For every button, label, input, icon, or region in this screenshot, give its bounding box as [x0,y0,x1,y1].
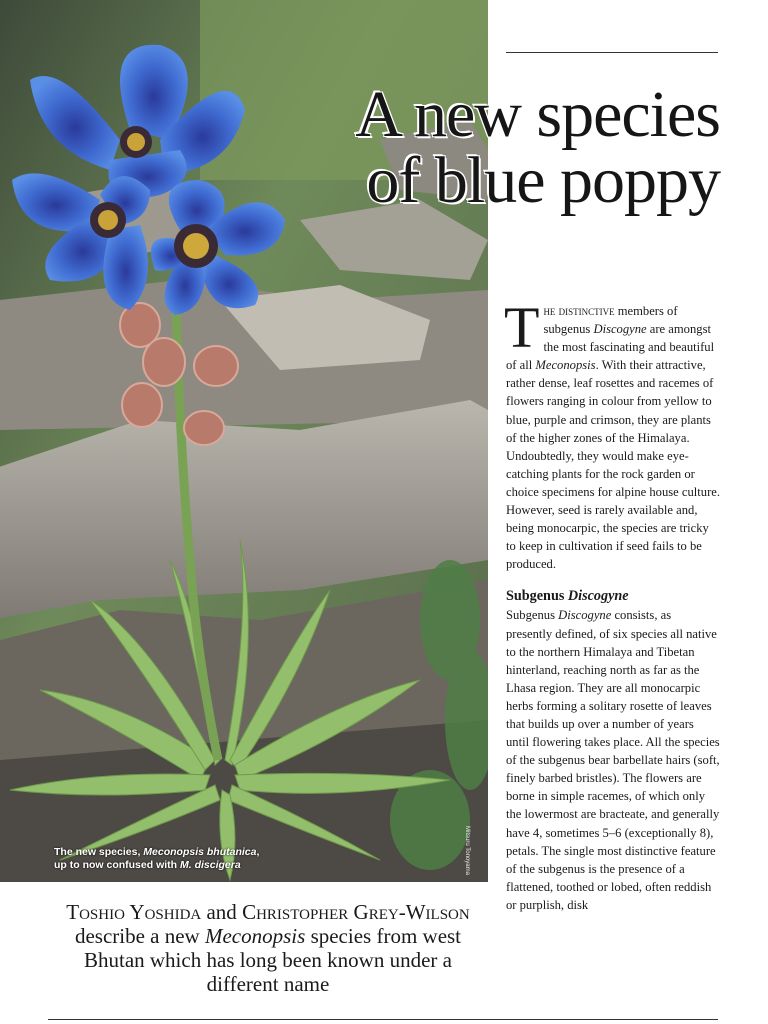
bottom-rule [48,1019,718,1020]
caption-species: Meconopsis bhutanica [143,846,257,858]
author-2: Christopher Grey-Wilson [242,900,470,924]
photo-credit: Mitsuru Tonoyama [464,826,470,875]
photo-caption: The new species, Meconopsis bhutanica, up to now confused with M. discigera [54,846,260,871]
caption-species2: M. discigera [180,859,241,871]
body-column [504,295,721,914]
section-paragraph: Subgenus Discogyne consists, as presently defined, of six species all native to the northern Himalaya and Tibetan hinterland, reaching north as far as the Lhasa region. They are all monocarpic herbs forming a solitary rosette of leaves that builds up over a number of years until flowering takes place. All the species of the subgenus bear barbellate hairs (soft, finely barbed bristles). The flowers are borne in simple racemes, of which only the lowermost are bracteate, and generally have 4, sometimes 5–6 (exceptionally 8), petals. The single most distinctive feature of the subgenus is the presence of a flattened, toothed or lobed, often reddish or purplish, disk [506,608,720,912]
author-1: Toshio Yoshida [66,900,202,924]
lead-in: he distinctive [543,304,615,318]
article-title [250,78,720,217]
drop-cap: T [504,295,540,360]
intro-paragraph: The distinctive members of subgenus Discogyne are amongst the most fascinating and beautiful of all Meconopsis. With their attractive, rather dense, leaf rosettes and racemes of flowers ranging in colour from yellow to blue, purple and crimson, they are plants of the higher zones of the Himalaya. Undoubtedly, they would make eye-catching plants for the rock garden or choice specimens for alpine house culture. However, seed is rarely available and, being monocarpic, the species are tricky to keep in cultivation if seed fails to be produced. [504,295,721,572]
section-heading: Subgenus Discogyne [506,588,629,605]
title-line-2: of blue poppy [366,144,720,217]
title-line-1: A new species [355,78,720,151]
top-rule [506,52,718,53]
standfirst: Toshio Yoshida and Christopher Grey-Wilson describe a new Meconopsis species from west Bhutan which has long been known under a different name [66,900,470,996]
